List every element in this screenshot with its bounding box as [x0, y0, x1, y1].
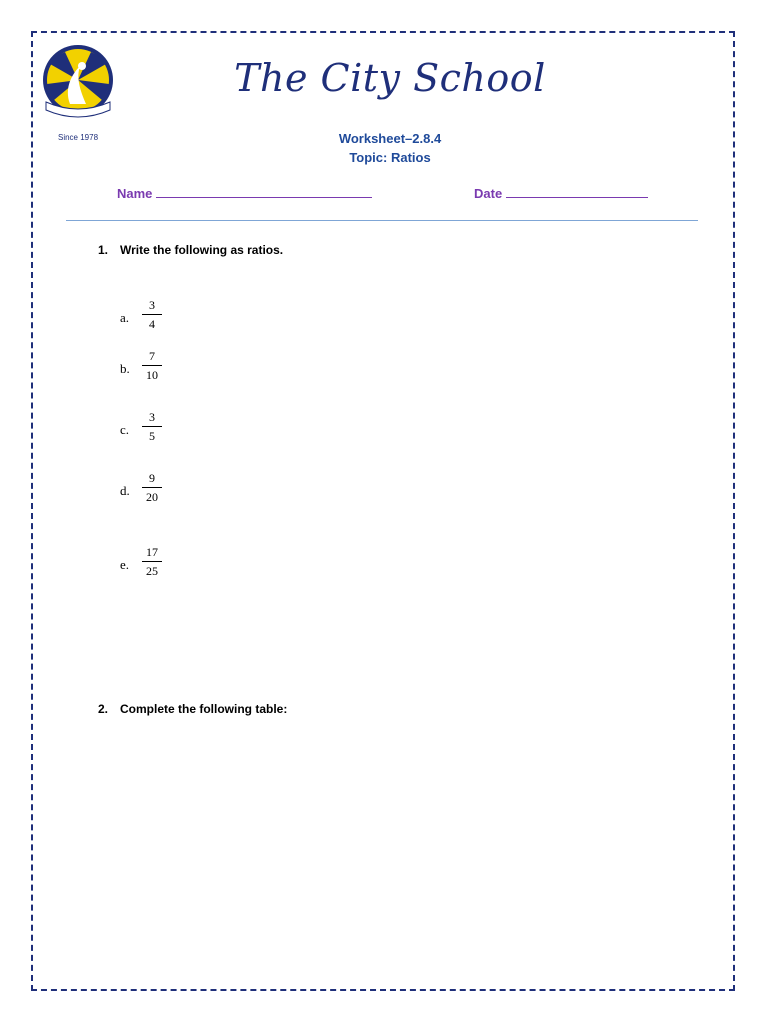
school-logo — [40, 44, 116, 144]
fraction-numerator: 3 — [149, 410, 155, 424]
fraction-bar — [142, 487, 162, 488]
header-divider — [66, 220, 698, 221]
fraction-denominator: 4 — [149, 317, 155, 331]
question-1 — [98, 243, 283, 257]
fraction — [142, 545, 162, 578]
question-number: 2. — [98, 702, 109, 716]
question-text: Complete the following table: — [120, 702, 288, 716]
question-2 — [98, 702, 287, 716]
name-blank-line[interactable] — [156, 185, 372, 198]
school-title: The City School — [234, 56, 546, 100]
fraction — [142, 298, 162, 331]
date-blank-line[interactable] — [506, 185, 648, 198]
fraction-bar — [142, 365, 162, 366]
date-field[interactable] — [474, 185, 648, 201]
page-border — [31, 31, 735, 991]
fraction-numerator: 9 — [149, 471, 155, 485]
logo-since-text: Since 1978 — [57, 133, 99, 142]
fraction — [142, 410, 162, 443]
question-number: 1. — [98, 243, 109, 257]
fraction-denominator: 5 — [149, 429, 155, 443]
school-crest-icon — [40, 44, 116, 122]
item-letter: e. — [120, 557, 130, 572]
item-letter: a. — [120, 310, 130, 325]
fraction-bar — [142, 426, 162, 427]
fraction-denominator: 10 — [146, 368, 158, 382]
date-label: Date — [474, 186, 503, 201]
item-letter: b. — [120, 361, 130, 376]
fraction-numerator: 17 — [146, 545, 158, 559]
name-field[interactable] — [117, 185, 372, 201]
worksheet-title: Worksheet–2.8.4 — [338, 131, 442, 146]
topic-title: Topic: Ratios — [349, 150, 431, 165]
fraction — [142, 349, 162, 382]
fraction-denominator: 20 — [146, 490, 158, 504]
item-letter: c. — [120, 422, 130, 437]
fraction-numerator: 7 — [149, 349, 155, 363]
fraction — [142, 471, 162, 504]
fraction-denominator: 25 — [146, 564, 158, 578]
name-label: Name — [117, 186, 153, 201]
item-letter: d. — [120, 483, 130, 498]
fraction-bar — [142, 314, 162, 315]
fraction-numerator: 3 — [149, 298, 155, 312]
question-text: Write the following as ratios. — [120, 243, 284, 257]
fraction-bar — [142, 561, 162, 562]
